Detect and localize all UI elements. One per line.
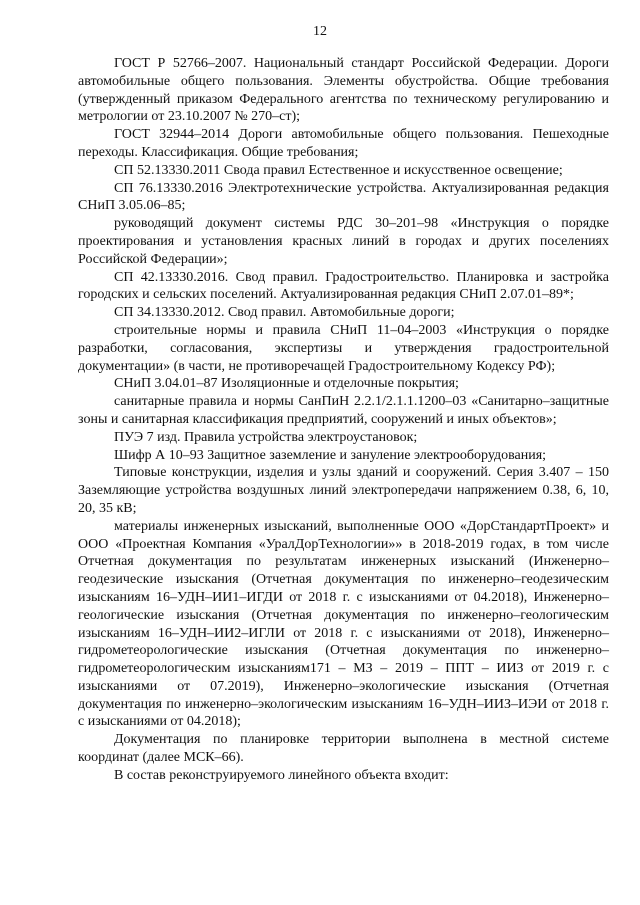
paragraph-snip-11: строительные нормы и правила СНиП 11–04–2003 «Инструкция о порядке разработки, согласования, экспертизы и утверждения градостроительной документации» (в части, не противоречащей Градостроительному Кодексу РФ); — [78, 322, 609, 374]
paragraph-sp-52: СП 52.13330.2011 Свода правил Естественное и искусственное освещение; — [114, 162, 563, 178]
paragraph-gost-32944: ГОСТ 32944–2014 Дороги автомобильные общего пользования. Пешеходные переходы. Классификация. Общие требования; — [78, 127, 609, 160]
paragraph-series-3-407: Типовые конструкции, изделия и узлы зданий и сооружений. Серия 3.407 – 150 Заземляющие устройства воздушных линий электропередачи напряжением 0.38, 6, 10, 20, 35 кВ; — [78, 465, 609, 516]
document-body — [78, 55, 609, 785]
paragraph-sp-34: СП 34.13330.2012. Свод правил. Автомобильные дороги; — [114, 305, 455, 321]
paragraph-coordinate-system: Документация по планировке территории выполнена в местной системе координат (далее МСК–66). — [78, 732, 609, 766]
paragraph-object-composition: В состав реконструируемого линейного объекта входит: — [114, 767, 449, 783]
paragraph-snip-3-04: СНиП 3.04.01–87 Изоляционные и отделочные покрытия; — [114, 376, 459, 392]
paragraph-gost-52766: ГОСТ Р 52766–2007. Национальный стандарт Российской Федерации. Дороги автомобильные общего пользования. Элементы обустройства. Общие требования (утвержденный приказом Федерального агентства по техническому регулированию и метрологии от 23.10.2007 № 270–ст); — [78, 56, 609, 125]
paragraph-sp-76: СП 76.13330.2016 Электротехнические устройства. Актуализированная редакция СНиП 3.05.06–85; — [78, 180, 609, 214]
paragraph-survey-materials: материалы инженерных изысканий, выполненные ООО «ДорСтандартПроект» и ООО «Проектная Компания «УралДорТехнологии»» в 2018-2019 годах, в том числе Отчетная документация по результатам инженерных изысканий (Инженерно–геодезические изыскания (Отчетная документация по инженерно–геодезическим изысканиям 16–УДН–ИИ1–ИГДИ от 2018 г. с изысканиями от 04.2018), Инженерно–геологические изыскания (Отчетная документация по инженерно–геологическим изысканиям 16–УДН–ИИ2–ИГЛИ от 2018 г. с изысканиями от 2018), Инженерно–гидрометеорологические изыскания (Отчетная документация по инженерно–гидрометеорологическим изысканиям171 – МЗ – 2019 – ППТ – ИИЗ от 2019 г. с изысканиями от 07.2019), Инженерно–экологические изыскания (Отчетная документация по инженерно–экологическим изысканиям 16–УДН–ИИЗ–ИЭИ от 2018 г. с изысканиями от 04.2018); — [78, 518, 609, 730]
page-number: 12 — [313, 24, 327, 39]
paragraph-sp-42: СП 42.13330.2016. Свод правил. Градостроительство. Планировка и застройка городских и сельских поселений. Актуализированная редакция СНиП 2.07.01–89*; — [78, 269, 609, 303]
paragraph-shifr: Шифр А 10–93 Защитное заземление и зануление электрооборудования; — [114, 447, 547, 463]
paragraph-rds: руководящий документ системы РДС 30–201–98 «Инструкция о порядке проектирования и установления красных линий в городах и других поселениях Российской Федерации»; — [78, 216, 609, 267]
paragraph-sanpin: санитарные правила и нормы СанПиН 2.2.1/2.1.1.1200–03 «Санитарно–защитные зоны и санитарная классификация предприятий, сооружений и иных объектов»; — [78, 394, 609, 427]
paragraph-pue: ПУЭ 7 изд. Правила устройства электроустановок; — [114, 429, 418, 445]
